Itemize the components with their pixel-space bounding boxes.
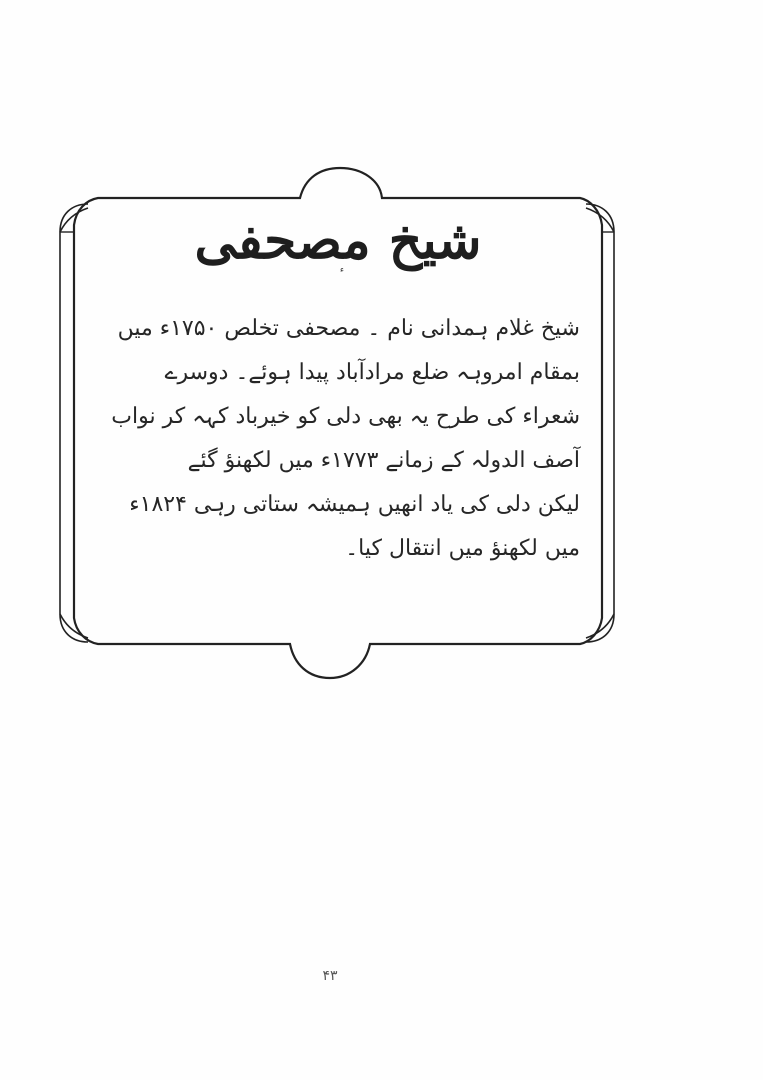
frame-content <box>78 205 598 645</box>
biography-line: میں لکھنؤ میں انتقال کیا۔ <box>345 536 580 561</box>
biography-line: شعراء کی طرح یہ بھی دلی کو خیرباد کہہ کر نواب <box>111 404 580 429</box>
page-number: ۴۳ <box>322 968 338 984</box>
page-title: شیخ مصحفی <box>194 210 482 271</box>
biography-line: بمقام امروہہ ضلع مرادآباد پیدا ہوئے۔ دوسرے <box>164 360 580 385</box>
biography-line: آصف الدولہ کے زمانے ۱۷۷۳ء میں لکھنؤ گئے <box>187 448 580 473</box>
biography-text <box>96 307 580 571</box>
biography-line: شیخ غلام ہمدانی نام ۔ مصحفی تخلص ۱۷۵۰ء میں <box>117 316 580 341</box>
biography-line: لیکن دلی کی یاد انھیں ہمیشہ ستاتی رہی ۱۸۲۴ء <box>129 492 580 517</box>
